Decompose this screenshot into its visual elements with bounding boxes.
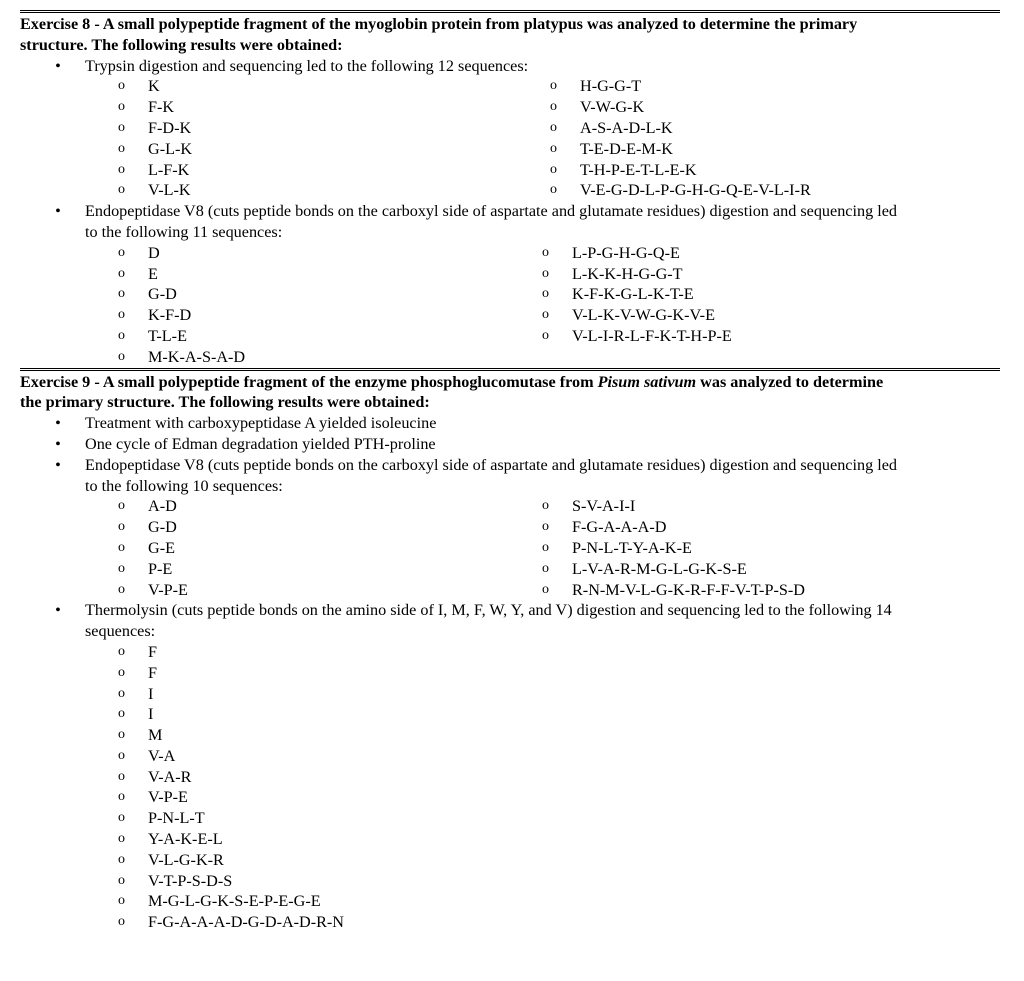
bullet-v8-ex8-text-line-1: Endopeptidase V8 (cuts peptide bonds on the carboxyl side of aspartate and glutamate residues) digestion and sequencing led	[85, 202, 897, 221]
sequence-row	[20, 808, 1000, 829]
sequence-text: Y-A-K-E-L	[148, 830, 223, 849]
circle-bullet-icon: o	[542, 307, 549, 323]
sequence-text: H-G-G-T	[580, 77, 642, 96]
bullet-thermolysin-text-line-2: sequences:	[85, 622, 156, 641]
sequence-text: D	[148, 243, 160, 262]
sequence-text: M-K-A-S-A-D	[148, 347, 246, 366]
circle-bullet-icon: o	[118, 643, 125, 659]
circle-bullet-icon: o	[118, 914, 125, 930]
sequence-row	[20, 871, 1000, 892]
sequence-text: P-E	[148, 559, 173, 578]
sequence-text: K	[148, 77, 160, 96]
sequence-row	[20, 787, 1000, 808]
circle-bullet-icon: o	[118, 327, 125, 343]
sequence-row	[20, 663, 1000, 684]
sequence-text: V-A	[148, 746, 176, 765]
circle-bullet-icon: o	[118, 831, 125, 847]
sequence-text: L-F-K	[148, 160, 190, 179]
sequence-text: P-N-L-T	[148, 809, 205, 828]
sequence-row	[20, 243, 1000, 264]
sequence-row	[20, 118, 1000, 139]
sequence-row	[20, 580, 1000, 601]
circle-bullet-icon: o	[542, 244, 549, 260]
sequence-row	[20, 704, 1000, 725]
sequence-text: F-D-K	[148, 118, 192, 137]
bullet-v8-ex8-text-line-2: to the following 11 sequences:	[85, 222, 283, 241]
sequence-row	[20, 347, 1000, 368]
circle-bullet-icon: o	[118, 99, 125, 115]
sequence-text: I	[148, 705, 154, 724]
sequence-text: K-F-K-G-L-K-T-E	[572, 285, 694, 304]
bullet-icon: •	[55, 601, 61, 620]
bullet-icon: •	[55, 455, 61, 474]
sequence-row	[20, 538, 1000, 559]
circle-bullet-icon: o	[118, 664, 125, 680]
sequence-text: V-P-E	[148, 788, 188, 807]
circle-bullet-icon: o	[118, 182, 125, 198]
sequence-text: F-G-A-A-A-D	[572, 518, 667, 537]
sequence-row	[20, 97, 1000, 118]
exercise-9-heading-line-1	[20, 372, 1000, 393]
sequence-text: E	[148, 264, 158, 283]
exercise-8-heading-line-1: Exercise 8 - A small polypeptide fragment of the myoglobin protein from platypus was analyzed to determine the primary	[20, 15, 858, 33]
bullet-thermolysin	[20, 600, 1000, 642]
circle-bullet-icon: o	[550, 161, 557, 177]
circle-bullet-icon: o	[118, 519, 125, 535]
sequence-text: G-D	[148, 285, 177, 304]
circle-bullet-icon: o	[118, 872, 125, 888]
circle-bullet-icon: o	[118, 810, 125, 826]
circle-bullet-icon: o	[118, 140, 125, 156]
circle-bullet-icon: o	[542, 560, 549, 576]
sequence-row	[20, 829, 1000, 850]
v8-sequence-list-ex8	[20, 243, 1000, 368]
thermolysin-sequence-list	[20, 642, 1000, 933]
sequence-row	[20, 850, 1000, 871]
sequence-row	[20, 746, 1000, 767]
circle-bullet-icon: o	[118, 706, 125, 722]
circle-bullet-icon: o	[550, 182, 557, 198]
circle-bullet-icon: o	[118, 560, 125, 576]
circle-bullet-icon: o	[550, 78, 557, 94]
v8-sequence-list-ex9	[20, 496, 1000, 600]
sequence-text: T-E-D-E-M-K	[580, 139, 673, 158]
sequence-text: I	[148, 684, 154, 703]
sequence-text: R-N-M-V-L-G-K-R-F-F-V-T-P-S-D	[572, 580, 805, 599]
sequence-row	[20, 264, 1000, 285]
circle-bullet-icon: o	[542, 519, 549, 535]
exercise-9-heading-species: Pisum sativum	[597, 372, 697, 391]
circle-bullet-icon: o	[542, 581, 549, 597]
bullet-carboxypeptidase-text: Treatment with carboxypeptidase A yielded isoleucine	[85, 414, 437, 433]
sequence-text: T-L-E	[148, 326, 187, 345]
sequence-text: P-N-L-T-Y-A-K-E	[572, 538, 692, 557]
circle-bullet-icon: o	[542, 265, 549, 281]
sequence-row	[20, 767, 1000, 788]
circle-bullet-icon: o	[118, 244, 125, 260]
sequence-text: V-W-G-K	[580, 98, 645, 117]
sequence-text: F	[148, 663, 158, 682]
sequence-text: V-P-E	[148, 580, 188, 599]
circle-bullet-icon: o	[542, 539, 549, 555]
trypsin-sequence-list	[20, 76, 1000, 201]
exercise-9-heading-post: was analyzed to determine	[696, 372, 884, 391]
sequence-text: M-G-L-G-K-S-E-P-E-G-E	[148, 892, 321, 911]
sequence-row	[20, 305, 1000, 326]
sequence-text: G-D	[148, 518, 177, 537]
circle-bullet-icon: o	[118, 498, 125, 514]
circle-bullet-icon: o	[118, 119, 125, 135]
sequence-text: K-F-D	[148, 306, 192, 325]
sequence-row	[20, 684, 1000, 705]
sequence-text: L-K-K-H-G-G-T	[572, 264, 683, 283]
sequence-text: L-V-A-R-M-G-L-G-K-S-E	[572, 559, 747, 578]
bullet-v8-ex9-text-line-2: to the following 10 sequences:	[85, 476, 283, 495]
bullet-icon: •	[55, 434, 61, 453]
exercise-9-heading-line-2: the primary structure. The following results were obtained:	[20, 393, 430, 412]
circle-bullet-icon: o	[118, 789, 125, 805]
top-divider	[20, 10, 1000, 13]
exercise-divider	[20, 368, 1000, 371]
circle-bullet-icon: o	[118, 851, 125, 867]
bullet-trypsin	[20, 56, 1000, 77]
exercise-8-heading	[20, 14, 1000, 56]
bullet-edman	[20, 434, 1000, 455]
sequence-text: G-E	[148, 538, 175, 557]
circle-bullet-icon: o	[118, 727, 125, 743]
circle-bullet-icon: o	[118, 161, 125, 177]
sequence-text: A-S-A-D-L-K	[580, 118, 673, 137]
exercise-9-heading-pre: Exercise 9 - A small polypeptide fragment of the enzyme phosphoglucomutase from	[20, 372, 598, 391]
exercise-9	[20, 372, 1000, 934]
circle-bullet-icon: o	[118, 747, 125, 763]
sequence-text: V-L-K	[148, 181, 191, 200]
sequence-text: V-T-P-S-D-S	[148, 871, 233, 890]
circle-bullet-icon: o	[550, 99, 557, 115]
bullet-v8-ex8	[20, 201, 1000, 243]
sequence-row	[20, 559, 1000, 580]
circle-bullet-icon: o	[542, 498, 549, 514]
sequence-text: T-H-P-E-T-L-E-K	[580, 160, 697, 179]
sequence-row	[20, 284, 1000, 305]
bullet-edman-text: One cycle of Edman degradation yielded PTH-proline	[85, 434, 436, 453]
circle-bullet-icon: o	[118, 539, 125, 555]
sequence-row	[20, 496, 1000, 517]
sequence-row	[20, 180, 1000, 201]
sequence-row	[20, 139, 1000, 160]
circle-bullet-icon: o	[542, 286, 549, 302]
sequence-row	[20, 160, 1000, 181]
bullet-trypsin-text: Trypsin digestion and sequencing led to the following 12 sequences:	[85, 56, 529, 75]
sequence-row	[20, 725, 1000, 746]
sequence-row	[20, 326, 1000, 347]
bullet-icon: •	[55, 202, 61, 221]
sequence-text: G-L-K	[148, 139, 193, 158]
sequence-row	[20, 912, 1000, 933]
sequence-text: V-L-G-K-R	[148, 850, 224, 869]
sequence-text: F-G-A-A-A-D-G-D-A-D-R-N	[148, 913, 344, 932]
circle-bullet-icon: o	[550, 140, 557, 156]
bullet-thermolysin-text-line-1: Thermolysin (cuts peptide bonds on the amino side of I, M, F, W, Y, and V) digestion and sequencing led to the following 14	[85, 601, 892, 620]
document-page	[20, 10, 1000, 933]
bullet-carboxypeptidase	[20, 413, 1000, 434]
circle-bullet-icon: o	[118, 685, 125, 701]
circle-bullet-icon: o	[118, 286, 125, 302]
sequence-row	[20, 891, 1000, 912]
exercise-8-heading-line-2: structure. The following results were obtained:	[20, 35, 343, 54]
sequence-text: V-E-G-D-L-P-G-H-G-Q-E-V-L-I-R	[580, 181, 811, 200]
sequence-text: F-K	[148, 98, 175, 117]
sequence-text: F	[148, 642, 158, 661]
sequence-text: V-A-R	[148, 767, 192, 786]
circle-bullet-icon: o	[118, 307, 125, 323]
circle-bullet-icon: o	[118, 893, 125, 909]
circle-bullet-icon: o	[542, 327, 549, 343]
circle-bullet-icon: o	[118, 265, 125, 281]
circle-bullet-icon: o	[118, 581, 125, 597]
circle-bullet-icon: o	[118, 768, 125, 784]
circle-bullet-icon: o	[118, 348, 125, 364]
sequence-text: A-D	[148, 497, 177, 516]
exercise-9-heading	[20, 372, 1000, 414]
sequence-row	[20, 517, 1000, 538]
circle-bullet-icon: o	[118, 78, 125, 94]
sequence-text: V-L-K-V-W-G-K-V-E	[572, 306, 715, 325]
circle-bullet-icon: o	[550, 119, 557, 135]
bullet-v8-ex9-text-line-1: Endopeptidase V8 (cuts peptide bonds on the carboxyl side of aspartate and glutamate residues) digestion and sequencing led	[85, 455, 897, 474]
sequence-row	[20, 642, 1000, 663]
sequence-text: V-L-I-R-L-F-K-T-H-P-E	[572, 326, 732, 345]
sequence-text: S-V-A-I-I	[572, 497, 636, 516]
sequence-row	[20, 76, 1000, 97]
bullet-icon: •	[55, 414, 61, 433]
bullet-v8-ex9	[20, 455, 1000, 497]
bullet-icon: •	[55, 56, 61, 75]
sequence-text: L-P-G-H-G-Q-E	[572, 243, 680, 262]
exercise-8	[20, 14, 1000, 368]
sequence-text: M	[148, 726, 163, 745]
